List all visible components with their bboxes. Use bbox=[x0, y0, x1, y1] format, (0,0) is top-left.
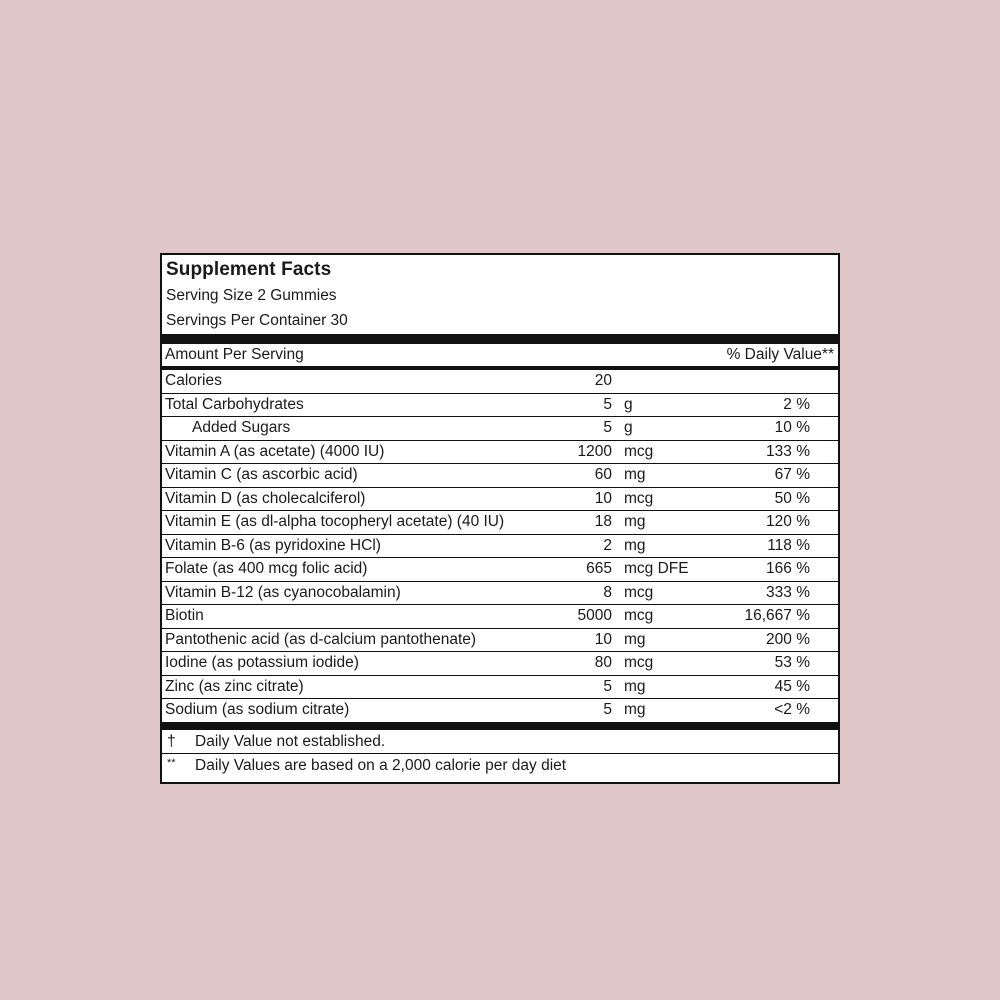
nutrient-unit: g bbox=[624, 395, 633, 413]
nutrient-amount: 20 bbox=[594, 372, 612, 389]
nutrient-row bbox=[162, 582, 838, 606]
nutrient-amount: 60 bbox=[594, 466, 612, 483]
header-divider-bar bbox=[162, 334, 838, 344]
nutrient-row bbox=[162, 441, 838, 465]
amount-per-serving-label: Amount Per Serving bbox=[165, 346, 304, 363]
nutrient-unit: mg bbox=[624, 630, 646, 648]
serving-size: Serving Size 2 Gummies bbox=[166, 287, 337, 304]
nutrient-amount: 80 bbox=[594, 654, 612, 671]
nutrient-daily-value: 45 % bbox=[774, 677, 810, 695]
nutrient-row bbox=[162, 629, 838, 653]
label-header bbox=[162, 255, 838, 333]
nutrient-row bbox=[162, 676, 838, 700]
nutrient-unit: g bbox=[624, 419, 633, 436]
nutrient-unit: mcg bbox=[624, 607, 654, 624]
nutrient-daily-value: 2 % bbox=[783, 395, 810, 413]
nutrient-daily-value: 50 % bbox=[774, 489, 810, 507]
nutrient-daily-value: 67 % bbox=[774, 466, 810, 483]
nutrient-name: Vitamin B-12 (as cyanocobalamin) bbox=[165, 583, 401, 601]
nutrient-amount: 8 bbox=[603, 583, 612, 601]
daily-value-header: % Daily Value** bbox=[726, 346, 834, 363]
nutrient-unit: mcg DFE bbox=[624, 560, 689, 577]
nutrient-row bbox=[162, 370, 838, 394]
nutrient-unit: mcg bbox=[624, 654, 654, 671]
nutrient-amount: 665 bbox=[586, 560, 612, 577]
nutrient-daily-value: <2 % bbox=[774, 701, 810, 718]
nutrient-daily-value: 53 % bbox=[774, 654, 810, 671]
nutrient-row bbox=[162, 417, 838, 441]
nutrient-daily-value: 166 % bbox=[766, 560, 810, 577]
nutrient-row bbox=[162, 605, 838, 629]
nutrient-amount: 5 bbox=[603, 701, 612, 718]
nutrient-unit: mg bbox=[624, 677, 646, 695]
nutrient-name: Total Carbohydrates bbox=[165, 395, 304, 413]
nutrient-name: Vitamin E (as dl-alpha tocopheryl acetate) (40 IU) bbox=[165, 513, 505, 530]
nutrient-name: Added Sugars bbox=[192, 419, 291, 436]
nutrient-unit: mg bbox=[624, 536, 646, 554]
footnote-row bbox=[162, 730, 838, 754]
footnote-text: Daily Value not established. bbox=[195, 733, 386, 750]
nutrient-row bbox=[162, 464, 838, 488]
footnotes bbox=[162, 730, 838, 778]
nutrient-name: Folate (as 400 mcg folic acid) bbox=[165, 560, 368, 577]
nutrient-name: Vitamin A (as acetate) (4000 IU) bbox=[165, 442, 385, 460]
footnote-row bbox=[162, 754, 838, 778]
nutrient-amount: 1200 bbox=[577, 442, 612, 460]
nutrient-daily-value: 120 % bbox=[766, 513, 810, 530]
footnote-symbol: ** bbox=[167, 757, 176, 769]
nutrient-amount: 5 bbox=[603, 419, 612, 436]
nutrient-amount: 18 bbox=[594, 513, 612, 530]
nutrient-unit: mcg bbox=[624, 442, 654, 460]
supplement-facts-panel bbox=[160, 253, 840, 784]
nutrient-unit: mg bbox=[624, 466, 646, 483]
nutrient-name: Pantothenic acid (as d-calcium pantothenate) bbox=[165, 630, 477, 648]
footnote-text: Daily Values are based on a 2,000 calorie per day diet bbox=[195, 757, 567, 774]
nutrient-row bbox=[162, 699, 838, 723]
nutrient-rows bbox=[162, 370, 838, 723]
nutrient-unit: mcg bbox=[624, 583, 654, 601]
nutrient-name: Biotin bbox=[165, 607, 204, 624]
nutrient-name: Vitamin B-6 (as pyridoxine HCl) bbox=[165, 536, 381, 554]
nutrient-row bbox=[162, 535, 838, 559]
nutrient-name: Iodine (as potassium iodide) bbox=[165, 654, 359, 671]
nutrient-unit: mcg bbox=[624, 489, 654, 507]
nutrient-name: Sodium (as sodium citrate) bbox=[165, 701, 350, 718]
nutrient-amount: 5 bbox=[603, 677, 612, 695]
nutrient-name: Vitamin D (as cholecalciferol) bbox=[165, 489, 366, 507]
nutrient-amount: 5000 bbox=[577, 607, 612, 624]
nutrient-daily-value: 333 % bbox=[766, 583, 810, 601]
servings-per-container: Servings Per Container 30 bbox=[166, 312, 348, 329]
footer-divider-bar bbox=[162, 722, 838, 730]
nutrient-daily-value: 133 % bbox=[766, 442, 810, 460]
label-title: Supplement Facts bbox=[166, 259, 332, 280]
footnote-symbol: † bbox=[167, 733, 176, 750]
nutrient-row bbox=[162, 558, 838, 582]
nutrient-amount: 10 bbox=[594, 489, 612, 507]
nutrient-daily-value: 118 % bbox=[767, 536, 810, 554]
nutrient-unit: mg bbox=[624, 701, 646, 718]
nutrient-daily-value: 10 % bbox=[774, 419, 810, 436]
table-header-row bbox=[162, 344, 838, 370]
nutrient-name: Zinc (as zinc citrate) bbox=[165, 677, 304, 695]
nutrient-name: Calories bbox=[165, 372, 222, 389]
nutrient-row bbox=[162, 488, 838, 512]
nutrient-daily-value: 200 % bbox=[766, 630, 810, 648]
nutrient-amount: 5 bbox=[603, 395, 612, 413]
nutrient-row bbox=[162, 511, 838, 535]
nutrient-amount: 2 bbox=[603, 536, 612, 554]
nutrient-table bbox=[162, 344, 838, 723]
nutrient-unit: mg bbox=[624, 513, 646, 530]
nutrient-row bbox=[162, 652, 838, 676]
nutrient-name: Vitamin C (as ascorbic acid) bbox=[165, 466, 358, 483]
nutrient-amount: 10 bbox=[594, 630, 612, 648]
nutrient-daily-value: 16,667 % bbox=[744, 607, 810, 624]
nutrient-row bbox=[162, 394, 838, 418]
